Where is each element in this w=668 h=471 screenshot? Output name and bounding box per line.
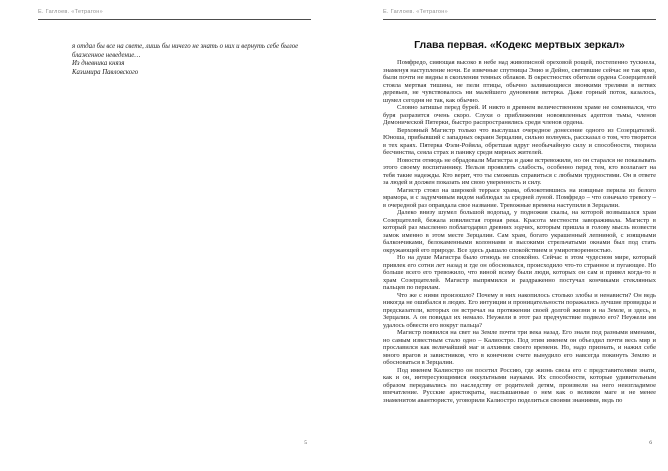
epigraph <box>72 43 318 77</box>
header-rule <box>383 19 656 20</box>
body-paragraph: Словно затишье перед бурей. И никто в древнем величественном храме не сомневался, что буря разразится очень скоро. Слухи о приближении новоявленных адептов тьмы, членов Демонической Пятерки, быстро распространялись среди членов ордена. <box>383 104 656 126</box>
epigraph-source-line: Из дневника князя <box>72 60 125 68</box>
page-left <box>38 0 311 471</box>
running-header: Е. Гаглоев. «Тетрагон» <box>38 9 103 15</box>
body-paragraph: Под именем Калиостро он посетил Россию, где жизнь свела его с представителями знати, как и он, интересующимися оккультными науками. Их способности, которые удивительным образом передавались по наследству от родителей детям, произвели на него неизгладимое впечатление. Русские аристократы, наслышанные о нем как о великом маге и не менее знаменитом авантюристе, уговорили Калиостро поделиться своими знаниями, ведь по <box>383 366 656 404</box>
chapter-body <box>383 59 656 404</box>
body-paragraph: Но на душе Магистра было отнюдь не спокойно. Сейчас в этом чудесном мире, который привлек его сотни лет назад и где он обосновался, происходило что-то странное и пугающее. Но больше всего его тревожило, что виной всему были люди, которых он сам и привел когда-то в храм Созерцателей. Магистр выпрямился и раздраженно постучал кончиками стеклянных пальцев по перилам. <box>383 254 656 291</box>
body-paragraph: Новости отнюдь не обрадовали Магистра и даже встревожили, но он старался не показывать этого своему воспитаннику. Нельзя проявлять слабость, особенно перед тем, кто возлагает на тебя такие надежды. Кто верит, что ты сможешь справиться с любыми трудностями. Он в ответе за людей и должен показать им свою уверенность и силу. <box>383 156 656 186</box>
body-paragraph: Магистр стоял на широкой террасе храма, облокотившись на изящные перила из белого мрамора, и с задумчивым видом наблюдал за средней луной. Помфредо – что означало тревогу – в очередной раз оправдала свое название. Тревожные времена наступили в Зерцалии. <box>383 186 656 209</box>
body-paragraph: Помфредо, сияющая высоко в небе над живописной ореховой рощей, постепенно тускнела, знаменуя наступление ночи. Ее извечные спутницы Энио и Дейно, светившие сейчас не так ярко, были почти не видны в скоплении темных облаков. В окрестностях обители ордена Созерцателей стояла мертвая тишина, не пели птицы, обычно заливающиеся звонкими трелями в ветвях деревьев, не чувствовалось ни малейшего дуновения ветерка. Даже горный поток, казалось, шумел сегодня не так, как обычно. <box>383 59 656 104</box>
body-paragraph: Верховный Магистр только что выслушал очередное донесение одного из Созерцателей. Юноша, прибывший с западных окраин Зерцалии, сильно волнуясь, рассказал о том, что творится в тех краях. Пятерка Фэли-Ройяла, обретшая вдруг необычайную силу и способности, творила бесчинства, сеяла страх и панику среди мирных жителей. <box>383 126 656 156</box>
running-header: Е. Гаглоев. «Тетрагон» <box>383 9 448 15</box>
epigraph-source-line: Казимира Павловского <box>72 68 139 76</box>
header-rule <box>38 19 311 20</box>
chapter-title: Глава первая. «Кодекс мертвых зеркал» <box>414 39 625 51</box>
page-right <box>383 0 656 471</box>
body-paragraph: Далеко внизу шумел большой водопад, у подножия скалы, на которой возвышался храм Созерцателей, бежала извилистая горная река. Красота местности завораживала. Магистр в который раз мысленно поблагодарил древних зодчих, которым пришла в голову мысль возвести замок именно в этом месте Зерцалии. Сам храм, богато украшенный лепниной, с изящными балкончиками, белокаменными колоннами и высокими стрельчатыми окнами был под стать окружающей его природе. Все здесь дышало спокойствием и умиротворенностью. <box>383 209 656 254</box>
body-paragraph: Магистр появился на свет на Земле почти три века назад. Его знали под разными именами, но самым известным стало одно – Калиостро. Под этим именем он объездил почти весь мир и прославился как величайший маг и алхимик своего времени. Но, надо признать, и нажил себе много врагов и завистников, что в конечном счете вынудило его навсегда покинуть Землю и обосноваться в Зерцалии. <box>383 329 656 366</box>
page-number-left: 5 <box>304 440 307 446</box>
epigraph-text: я отдал бы все на свете, лишь бы ничего не знать о них и вернуть себе былое блаженное неведение… <box>72 43 299 59</box>
body-paragraph: Что же с ними произошло? Почему в них накопилось столько злобы и ненависти? Он ведь никогда не ошибался в людях. Его интуиции и проницательности поражались лучшие провидцы и предсказатели, которых он встречал на протяжении своей долгой жизни и на Земле, и здесь, в Зерцалии. А он повидал их немало. Неужели в этот раз предчувствие подвело его? Неужели им удалось обвести его вокруг пальца? <box>383 291 656 329</box>
page-number-right: 6 <box>649 440 652 446</box>
